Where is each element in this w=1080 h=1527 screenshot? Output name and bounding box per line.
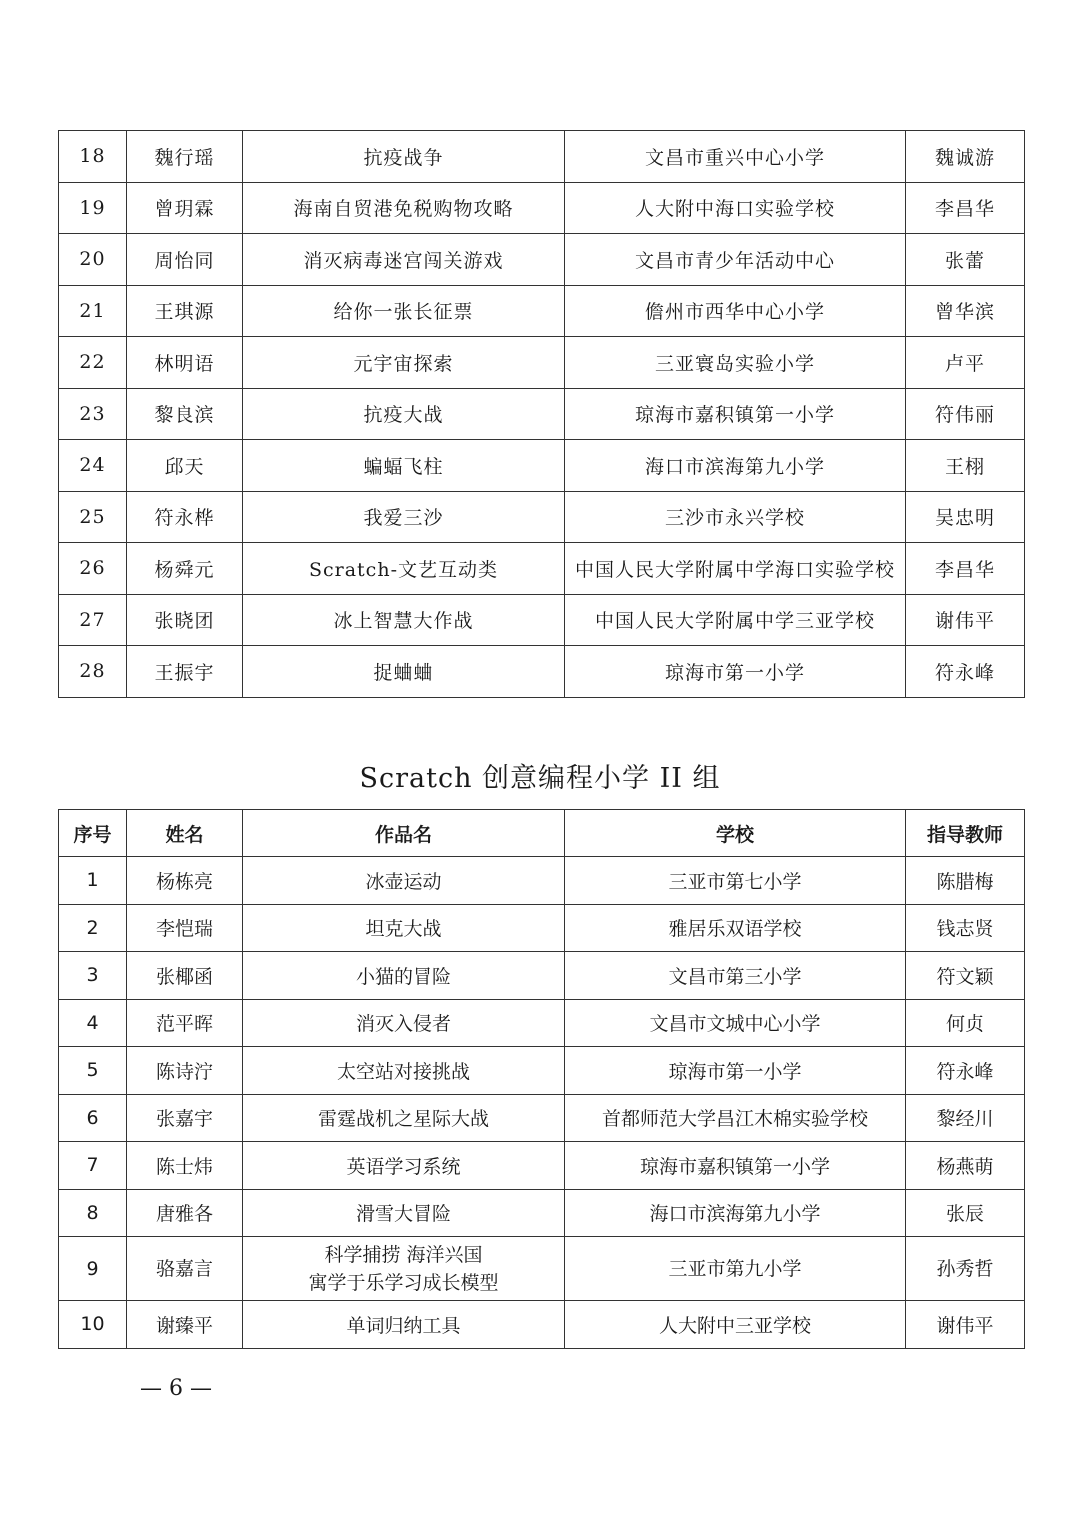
table-row (59, 1301, 1025, 1349)
cell-work: 英语学习系统 (243, 1142, 565, 1190)
cell-teacher: 曾华滨 (906, 285, 1025, 337)
table-row (59, 1237, 1025, 1301)
cell-name: 林明语 (127, 337, 243, 389)
table-row (59, 1047, 1025, 1095)
cell-name: 陈诗泞 (127, 1047, 243, 1095)
cell-school: 文昌市第三小学 (565, 952, 906, 1000)
cell-no: 23 (59, 388, 127, 440)
cell-name: 张嘉宇 (127, 1094, 243, 1142)
cell-school: 三沙市永兴学校 (565, 491, 906, 543)
table-row (59, 543, 1025, 595)
cell-school: 文昌市青少年活动中心 (565, 234, 906, 286)
header-no: 序号 (59, 810, 127, 857)
cell-work: 滑雪大冒险 (243, 1189, 565, 1237)
cell-school: 中国人民大学附属中学三亚学校 (565, 594, 906, 646)
cell-teacher: 陈腊梅 (906, 857, 1025, 905)
cell-school: 文昌市文城中心小学 (565, 999, 906, 1047)
cell-school: 中国人民大学附属中学海口实验学校 (565, 543, 906, 595)
cell-school: 人大附中三亚学校 (565, 1301, 906, 1349)
table-row (59, 285, 1025, 337)
cell-work (243, 1237, 565, 1301)
cell-work-line: 科学捕捞 海洋兴国 (324, 1243, 483, 1266)
cell-no: 18 (59, 131, 127, 183)
cell-work: 单词归纳工具 (243, 1301, 565, 1349)
cell-work: 蝙蝠飞柱 (243, 440, 565, 492)
header-name: 姓名 (127, 810, 243, 857)
section-title: Scratch 创意编程小学 II 组 (359, 763, 721, 794)
cell-work: 消灭入侵者 (243, 999, 565, 1047)
cell-teacher: 符永峰 (906, 646, 1025, 698)
cell-school: 雅居乐双语学校 (565, 904, 906, 952)
cell-no: 21 (59, 285, 127, 337)
cell-school: 三亚市第七小学 (565, 857, 906, 905)
cell-work: 雷霆战机之星际大战 (243, 1094, 565, 1142)
cell-teacher: 李昌华 (906, 182, 1025, 234)
table-row (59, 1094, 1025, 1142)
cell-name: 曾玥霖 (127, 182, 243, 234)
header-teacher: 指导教师 (906, 810, 1025, 857)
cell-work: 我爱三沙 (243, 491, 565, 543)
cell-name: 李恺瑞 (127, 904, 243, 952)
table-row (59, 234, 1025, 286)
table-header-row (59, 810, 1025, 857)
table-row (59, 904, 1025, 952)
cell-no: 19 (59, 182, 127, 234)
cell-name: 杨栋亮 (127, 857, 243, 905)
cell-school: 琼海市第一小学 (565, 646, 906, 698)
cell-no: 24 (59, 440, 127, 492)
cell-teacher: 卢平 (906, 337, 1025, 389)
cell-no: 1 (59, 857, 127, 905)
cell-name: 骆嘉言 (127, 1237, 243, 1301)
header-work: 作品名 (243, 810, 565, 857)
page-number: — 6 — (140, 1376, 212, 1401)
cell-no: 20 (59, 234, 127, 286)
cell-school: 琼海市第一小学 (565, 1047, 906, 1095)
table-row (59, 182, 1025, 234)
cell-teacher: 谢伟平 (906, 594, 1025, 646)
cell-no: 8 (59, 1189, 127, 1237)
cell-teacher: 魏诚游 (906, 131, 1025, 183)
cell-work: 小猫的冒险 (243, 952, 565, 1000)
cell-teacher: 钱志贤 (906, 904, 1025, 952)
awards-table-continued (58, 130, 1025, 698)
cell-no: 22 (59, 337, 127, 389)
cell-school: 海口市滨海第九小学 (565, 440, 906, 492)
cell-school: 琼海市嘉积镇第一小学 (565, 1142, 906, 1190)
table-row (59, 1189, 1025, 1237)
awards-table-group-2 (58, 809, 1025, 1349)
cell-teacher: 符伟丽 (906, 388, 1025, 440)
header-school: 学校 (565, 810, 906, 857)
cell-no: 10 (59, 1301, 127, 1349)
cell-teacher: 杨燕萌 (906, 1142, 1025, 1190)
cell-name: 王琪源 (127, 285, 243, 337)
cell-work: 海南自贸港免税购物攻略 (243, 182, 565, 234)
cell-no: 7 (59, 1142, 127, 1190)
cell-work: 坦克大战 (243, 904, 565, 952)
cell-no: 3 (59, 952, 127, 1000)
cell-no: 2 (59, 904, 127, 952)
cell-school: 三亚市第九小学 (565, 1237, 906, 1301)
cell-school: 三亚寰岛实验小学 (565, 337, 906, 389)
table-row (59, 999, 1025, 1047)
cell-school: 文昌市重兴中心小学 (565, 131, 906, 183)
cell-no: 4 (59, 999, 127, 1047)
table-row (59, 1142, 1025, 1190)
cell-no: 27 (59, 594, 127, 646)
cell-name: 符永桦 (127, 491, 243, 543)
cell-name: 邱天 (127, 440, 243, 492)
table-row (59, 388, 1025, 440)
cell-work: 给你一张长征票 (243, 285, 565, 337)
table-row (59, 440, 1025, 492)
cell-name: 魏行瑶 (127, 131, 243, 183)
cell-teacher: 孙秀哲 (906, 1237, 1025, 1301)
cell-teacher: 符永峰 (906, 1047, 1025, 1095)
cell-work: 抗疫大战 (243, 388, 565, 440)
cell-teacher: 符文颖 (906, 952, 1025, 1000)
cell-work: 捉蛐蛐 (243, 646, 565, 698)
cell-name: 杨舜元 (127, 543, 243, 595)
cell-teacher: 谢伟平 (906, 1301, 1025, 1349)
cell-teacher: 张蕾 (906, 234, 1025, 286)
cell-teacher: 王栩 (906, 440, 1025, 492)
cell-work: 抗疫战争 (243, 131, 565, 183)
cell-work: Scratch-文艺互动类 (243, 543, 565, 595)
cell-teacher: 张辰 (906, 1189, 1025, 1237)
table-row (59, 646, 1025, 698)
table-row (59, 131, 1025, 183)
cell-teacher: 何贞 (906, 999, 1025, 1047)
cell-school: 人大附中海口实验学校 (565, 182, 906, 234)
cell-work: 太空站对接挑战 (243, 1047, 565, 1095)
cell-school: 儋州市西华中心小学 (565, 285, 906, 337)
cell-no: 28 (59, 646, 127, 698)
table-row (59, 491, 1025, 543)
cell-name: 张晓团 (127, 594, 243, 646)
cell-no: 6 (59, 1094, 127, 1142)
cell-name: 张椰函 (127, 952, 243, 1000)
cell-school: 琼海市嘉积镇第一小学 (565, 388, 906, 440)
cell-no: 5 (59, 1047, 127, 1095)
cell-name: 周怡同 (127, 234, 243, 286)
cell-school: 海口市滨海第九小学 (565, 1189, 906, 1237)
cell-name: 范平晖 (127, 999, 243, 1047)
cell-no: 9 (59, 1237, 127, 1301)
cell-no: 26 (59, 543, 127, 595)
cell-work: 冰上智慧大作战 (243, 594, 565, 646)
cell-name: 陈士炜 (127, 1142, 243, 1190)
cell-no: 25 (59, 491, 127, 543)
table-row (59, 857, 1025, 905)
cell-work: 元宇宙探索 (243, 337, 565, 389)
table-row (59, 337, 1025, 389)
cell-work: 冰壶运动 (243, 857, 565, 905)
cell-name: 谢臻平 (127, 1301, 243, 1349)
cell-teacher: 吴忠明 (906, 491, 1025, 543)
cell-teacher: 李昌华 (906, 543, 1025, 595)
table-row (59, 952, 1025, 1000)
cell-work-line: 寓学于乐学习成长模型 (308, 1271, 499, 1294)
cell-name: 唐雅各 (127, 1189, 243, 1237)
cell-teacher: 黎经川 (906, 1094, 1025, 1142)
cell-name: 王振宇 (127, 646, 243, 698)
cell-work: 消灭病毒迷宫闯关游戏 (243, 234, 565, 286)
table-row (59, 594, 1025, 646)
cell-name: 黎良滨 (127, 388, 243, 440)
cell-school: 首都师范大学昌江木棉实验学校 (565, 1094, 906, 1142)
